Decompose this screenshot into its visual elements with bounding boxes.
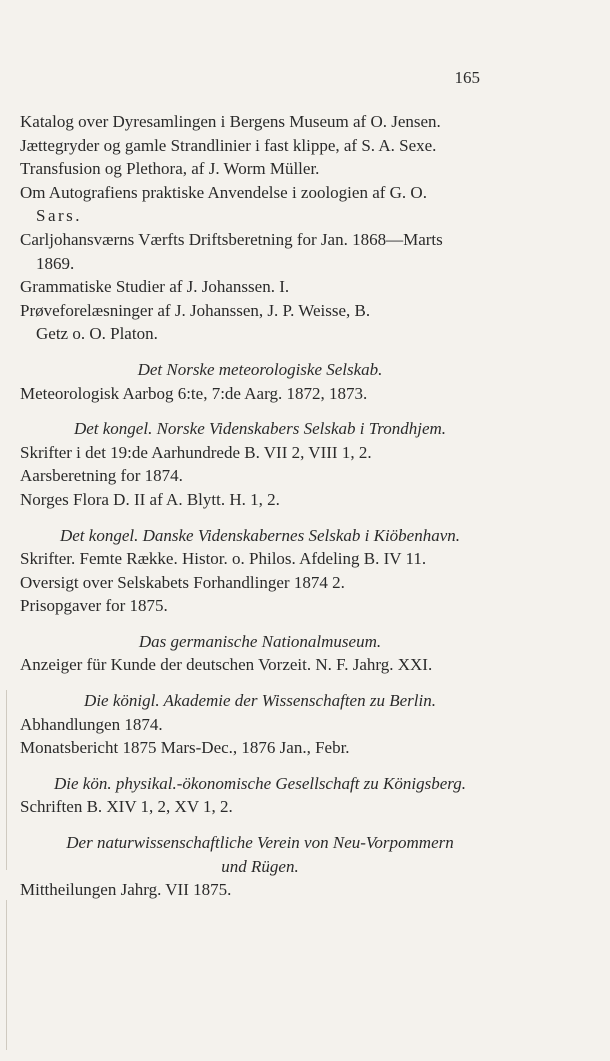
society-heading-continued: und Rügen. (221, 856, 299, 876)
entry-line: Prøveforelæsninger af J. Johanssen, J. P. Weisse, B. (20, 300, 371, 320)
society-heading: Der naturwissenschaftliche Verein von Neu-Vorpommern (66, 833, 454, 853)
publication-group (20, 417, 500, 511)
entry-line: Meteorologisk Aarbog 6:te, 7:de Aarg. 1872, 1873. (20, 383, 368, 403)
society-heading: Das germanische Nationalmuseum. (138, 631, 382, 651)
publication-group (20, 358, 500, 405)
entry-line: Aarsberetning for 1874. (20, 466, 183, 486)
entry-line: Schriften B. XIV 1, 2, XV 1, 2. (20, 797, 233, 817)
publication-group (20, 689, 500, 760)
society-heading: Det kongel. Norske Videnskabers Selskab i Trondhjem. (73, 419, 447, 439)
entry-line: Transfusion og Plethora, af J. Worm Müller. (20, 159, 320, 179)
publication-group (20, 831, 500, 902)
entry-line: Abhandlungen 1874. (20, 714, 163, 734)
entry-line-continued: Getz o. O. Platon. (36, 324, 158, 344)
entry-line: Skrifter i det 19:de Aarhundrede B. VII 2, VIII 1, 2. (20, 442, 372, 462)
society-heading: Det Norske meteorologiske Selskab. (137, 359, 383, 379)
society-heading: Die königl. Akademie der Wissenschaften zu Berlin. (84, 691, 436, 711)
page-edge-shadow (6, 900, 7, 1050)
entry-line-continued: Sars. (36, 206, 83, 226)
entry-line: Katalog over Dyresamlingen i Bergens Museum af O. Jensen. (20, 112, 441, 131)
entry-line: Norges Flora D. II af A. Blytt. H. 1, 2. (20, 489, 280, 509)
catalog-list (20, 110, 500, 902)
entry-line: Grammatiske Studier af J. Johanssen. I. (20, 277, 290, 297)
entry-line: Anzeiger für Kunde der deutschen Vorzeit. N. F. Jahrg. XXI. (20, 655, 433, 675)
publication-group (20, 630, 500, 677)
page-edge-shadow (6, 690, 7, 870)
entry-line: Jættegryder og gamle Strandlinier i fast klippe, af S. A. Sexe. (20, 135, 437, 155)
entry-line-continued: 1869. (36, 253, 75, 273)
entry-line: Carljohansværns Værfts Driftsberetning for Jan. 1868—Marts (20, 229, 443, 249)
society-heading: Det kongel. Danske Videnskabernes Selskab i Kiöbenhavn. (59, 525, 461, 545)
publication-group (20, 772, 500, 819)
society-heading: Die kön. physikal.-ökonomische Gesellschaft zu Königsberg. (53, 773, 467, 793)
entry-line: Om Autografiens praktiske Anvendelse i zoologien af G. O. (20, 182, 427, 202)
entry-line: Oversigt over Selskabets Forhandlinger 1874 2. (20, 572, 345, 592)
page-number: 165 (454, 68, 480, 87)
publication-group (20, 110, 500, 346)
entry-line: Skrifter. Femte Række. Histor. o. Philos. Afdeling B. IV 11. (20, 549, 427, 569)
entry-line: Monatsbericht 1875 Mars-Dec., 1876 Jan., Febr. (20, 738, 350, 758)
entry-line: Mittheilungen Jahrg. VII 1875. (20, 880, 232, 900)
publication-group (20, 524, 500, 618)
entry-line: Prisopgaver for 1875. (20, 596, 168, 616)
